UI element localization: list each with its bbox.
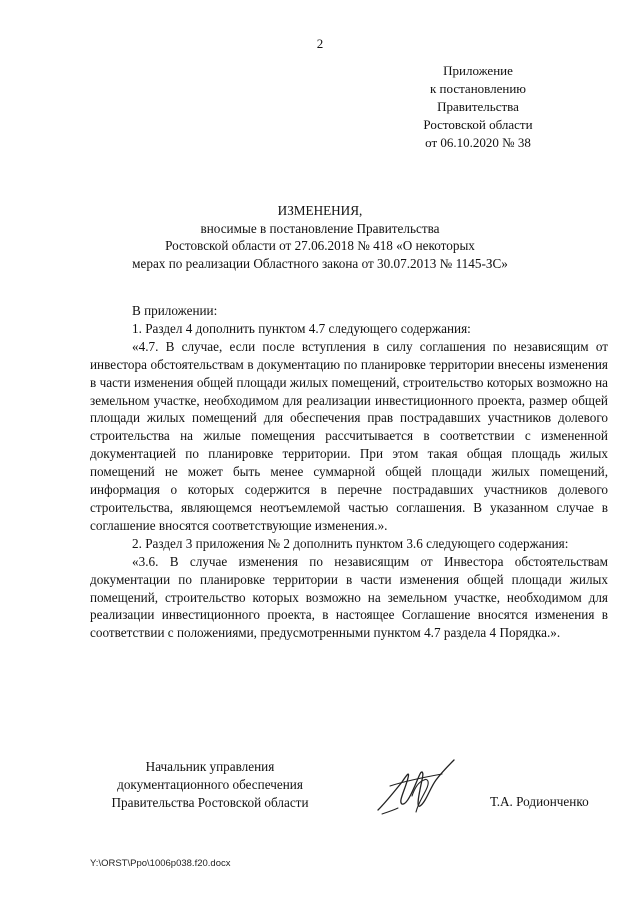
title-line: Ростовской области от 27.06.2018 № 418 «О некоторых	[165, 238, 475, 253]
signatory-position	[90, 758, 330, 812]
appendix-date-line: от 06.10.2020 № 38	[425, 135, 531, 150]
item-2-text: «3.6. В случае изменения по независящим от Инвестора обстоятельствам документации по планировке территории в части изменения общей площади жилых помещений, строительство которых возможно на земельном участке, необходимом для реализации инвестиционного проекта, в настоящее Соглашение вносятся изменения в соответствии с положениями, предусмотренными пунктом 4.7 раздела 4 Порядка.».	[90, 553, 608, 641]
appendix-line: Правительства	[437, 99, 519, 114]
document-title	[80, 202, 560, 272]
signatory-name: Т.А. Родионченко	[490, 794, 589, 809]
appendix-block	[388, 62, 568, 152]
appendix-line: Ростовской области	[423, 117, 533, 132]
item-1-text: «4.7. В случае, если после вступления в силу соглашения по независящим от инвестора обстоятельствам в документацию по планировке территории внесены изменения в части изменения общей площади жилых помещений, строительство которых возможно на земельном участке, необходимом для реализации инвестиционного проекта, размер общей площади жилых помещений для обеспечения прав пострадавших участников долевого строительства на жилые помещения рассчитывается в соответствии с измененной документацией по планировке территории. При этом такая общая площадь жилых помещений не может быть менее суммарной общей площади жилых помещений, информация о которых содержится в перечне пострадавших участников долевого строительства, являющемся неотъемлемой частью соглашения. В указанном случае в соглашение вносятся соответствующие изменения.».	[90, 338, 608, 533]
appendix-line: Приложение	[443, 63, 513, 78]
handwritten-signature	[372, 752, 468, 824]
file-path: Y:\ORST\Ppo\1006p038.f20.docx	[90, 858, 231, 869]
item-2-heading: 2. Раздел 3 приложения № 2 дополнить пунктом 3.6 следующего содержания:	[132, 535, 569, 551]
title-line: мерах по реализации Областного закона от 30.07.2013 № 1145-ЗС»	[132, 255, 508, 271]
appendix-line: к постановлению	[429, 81, 527, 96]
document-body	[90, 302, 608, 642]
title-heading: ИЗМЕНЕНИЯ,	[277, 203, 363, 218]
position-line: документационного обеспечения	[117, 777, 303, 792]
title-line: вносимые в постановление Правительства	[200, 220, 440, 236]
body-intro: В приложении:	[132, 303, 218, 318]
item-1-heading: 1. Раздел 4 дополнить пунктом 4.7 следующего содержания:	[132, 320, 471, 336]
position-line: Правительства Ростовской области	[111, 795, 309, 810]
position-line: Начальник управления	[145, 759, 275, 774]
page-number: 2	[316, 36, 324, 51]
